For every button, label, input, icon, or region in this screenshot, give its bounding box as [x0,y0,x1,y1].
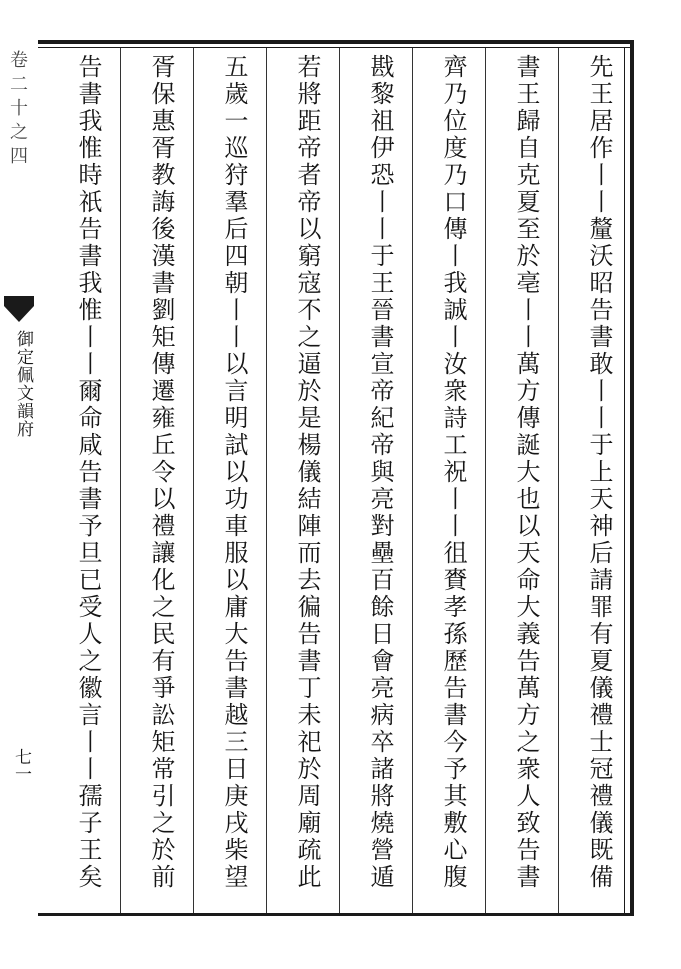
top-border [38,40,634,44]
column-text: 書王歸自克夏至於亳丨丨萬方傳誕大也以天命大義告萬方之衆人致告書 [512,54,540,891]
text-columns [38,48,624,913]
text-column [209,48,259,913]
column-text: 胥保惠胥教誨後漢書劉矩傳遷雍丘令以禮讓化之民有爭訟矩常引之於前 [147,54,175,891]
margin-volume-text: 卷二十之四 [7,50,28,170]
text-column [355,48,405,913]
column-text: 告書我惟時祇告書我惟丨丨爾命咸告書予旦已受人之徽言丨丨孺子王矣 [74,54,102,891]
column-text: 齊乃位度乃口傳丨我誠丨汝衆詩工祝丨丨徂賚孝孫歷告書今予其敷心腹 [439,54,467,891]
column-text: 五歲一巡狩羣后四朝丨丨以言明試以功車服以庸大告書越三日庚戌柴望 [220,54,248,891]
fish-tail-mark-icon [4,296,34,322]
text-column [282,48,332,913]
column-text: 若將距帝者帝以窮寇不之逼於是楊儀結陣而去徧告書丁未祀於周廟疏此 [293,54,321,891]
text-column [574,48,624,913]
text-column [428,48,478,913]
right-border [630,40,634,916]
text-column [63,48,113,913]
column-text: 戡黎祖伊恐丨丨于王晉書宣帝紀帝與亮對壘百餘日會亮病卒諸將燒營遁 [366,54,394,891]
margin-strip [0,40,38,916]
right-inner-border [624,47,625,913]
bottom-border [38,913,634,916]
column-text: 先王居作丨丨釐沃昭告書敢丨丨于上天神后請罪有夏儀禮士冠禮儀既備 [585,54,613,891]
text-column [136,48,186,913]
book-title: 御定佩文韻府 [13,330,33,438]
page-number: 七一 [11,748,31,782]
text-column [501,48,551,913]
